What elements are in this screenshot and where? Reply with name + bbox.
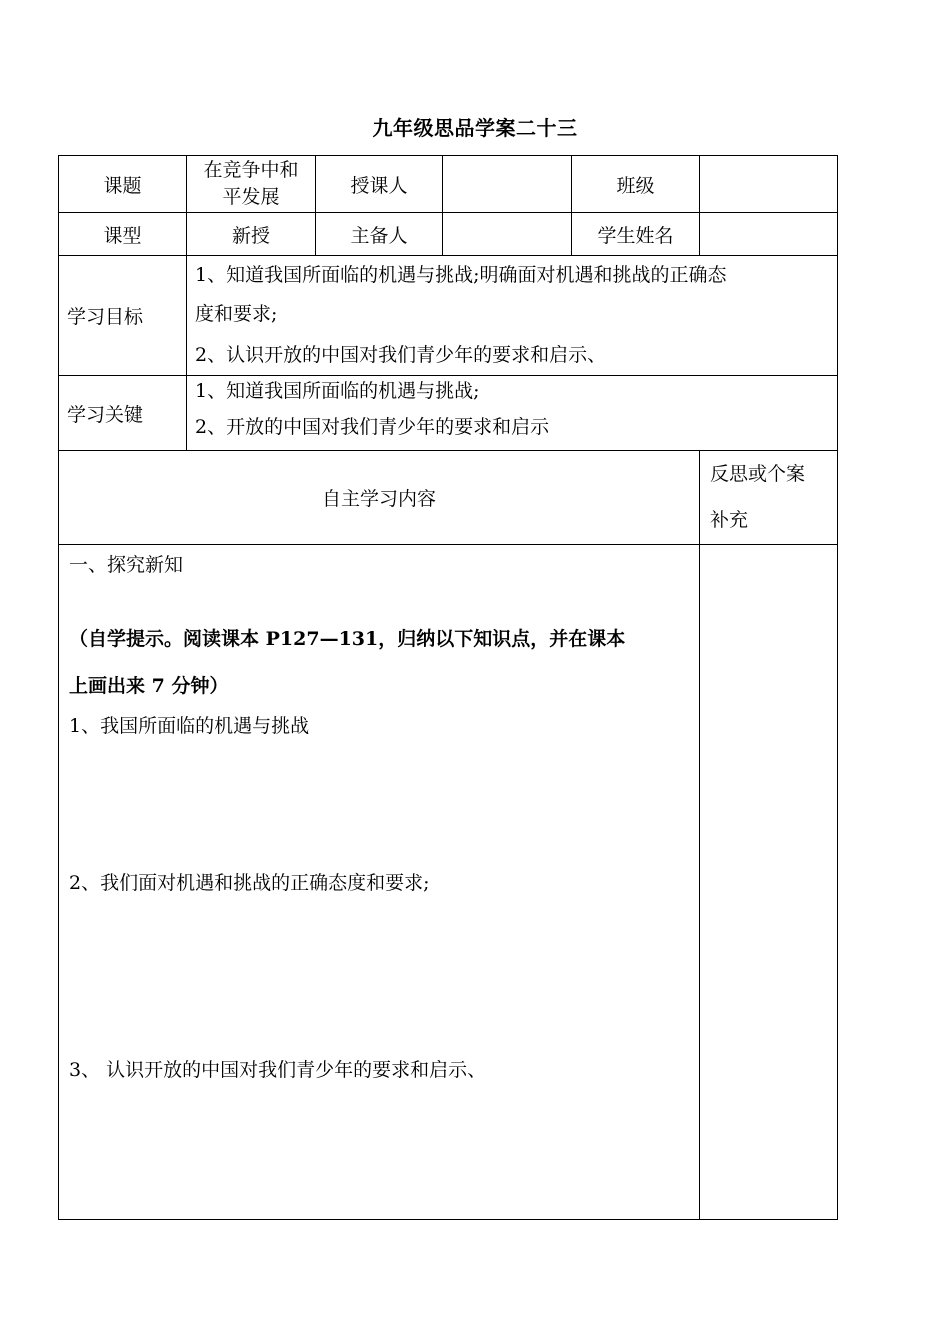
reflection-header-line-2: 补充: [710, 509, 749, 531]
class-value[interactable]: [700, 156, 838, 213]
type-label: 课型: [59, 213, 187, 256]
question-1: 1、我国所面临的机遇与挑战: [69, 715, 310, 737]
section-heading: 一、探究新知: [69, 554, 184, 576]
answer-space-2[interactable]: [69, 899, 689, 1054]
reflection-content[interactable]: [700, 545, 838, 1220]
header-row-2: [59, 213, 838, 256]
key-row: [59, 376, 838, 451]
goals-content: [187, 256, 838, 376]
topic-label: 课题: [59, 156, 187, 213]
lead-label: 主备人: [316, 213, 443, 256]
student-name-label: 学生姓名: [572, 213, 700, 256]
goals-line-2: 度和要求;: [195, 302, 278, 325]
answer-space-3[interactable]: [69, 1086, 689, 1186]
self-study-header: 自主学习内容: [59, 451, 700, 545]
header-row-1: [59, 156, 838, 213]
goals-row: [59, 256, 838, 376]
study-hint-line-2: 上画出来 7 分钟）: [69, 675, 229, 697]
key-line-2: 2、开放的中国对我们青少年的要求和启示: [195, 416, 550, 438]
teacher-label: 授课人: [316, 156, 443, 213]
goals-line-3: 2、认识开放的中国对我们青少年的要求和启示、: [195, 343, 607, 366]
lead-value[interactable]: [443, 213, 572, 256]
content-row: [59, 545, 838, 1220]
study-hint-line-1: （自学提示。阅读课本 P127—131，归纳以下知识点，并在课本: [69, 628, 626, 650]
question-3: 3、 认识开放的中国对我们青少年的要求和启示、: [69, 1059, 487, 1081]
self-study-content: [59, 545, 700, 1220]
teacher-value[interactable]: [443, 156, 572, 213]
answer-space-1[interactable]: [69, 742, 689, 867]
key-label: 学习关键: [59, 376, 187, 451]
key-content: [187, 376, 838, 451]
reflection-header: [700, 451, 838, 545]
class-label: 班级: [572, 156, 700, 213]
study-plan-table: [58, 155, 838, 1220]
content-header-row: [59, 451, 838, 545]
type-value: 新授: [187, 213, 316, 256]
question-2: 2、我们面对机遇和挑战的正确态度和要求;: [69, 872, 430, 894]
goals-label: 学习目标: [59, 256, 187, 376]
key-line-1: 1、知道我国所面临的机遇与挑战;: [195, 380, 480, 402]
goals-line-1: 1、知道我国所面临的机遇与挑战;明确面对机遇和挑战的正确态: [195, 263, 727, 286]
reflection-header-line-1: 反思或个案: [710, 463, 806, 485]
page-title: 九年级思品学案二十三: [372, 116, 578, 140]
topic-value: 在竞争中和平发展: [187, 156, 316, 213]
student-name-value[interactable]: [700, 213, 838, 256]
